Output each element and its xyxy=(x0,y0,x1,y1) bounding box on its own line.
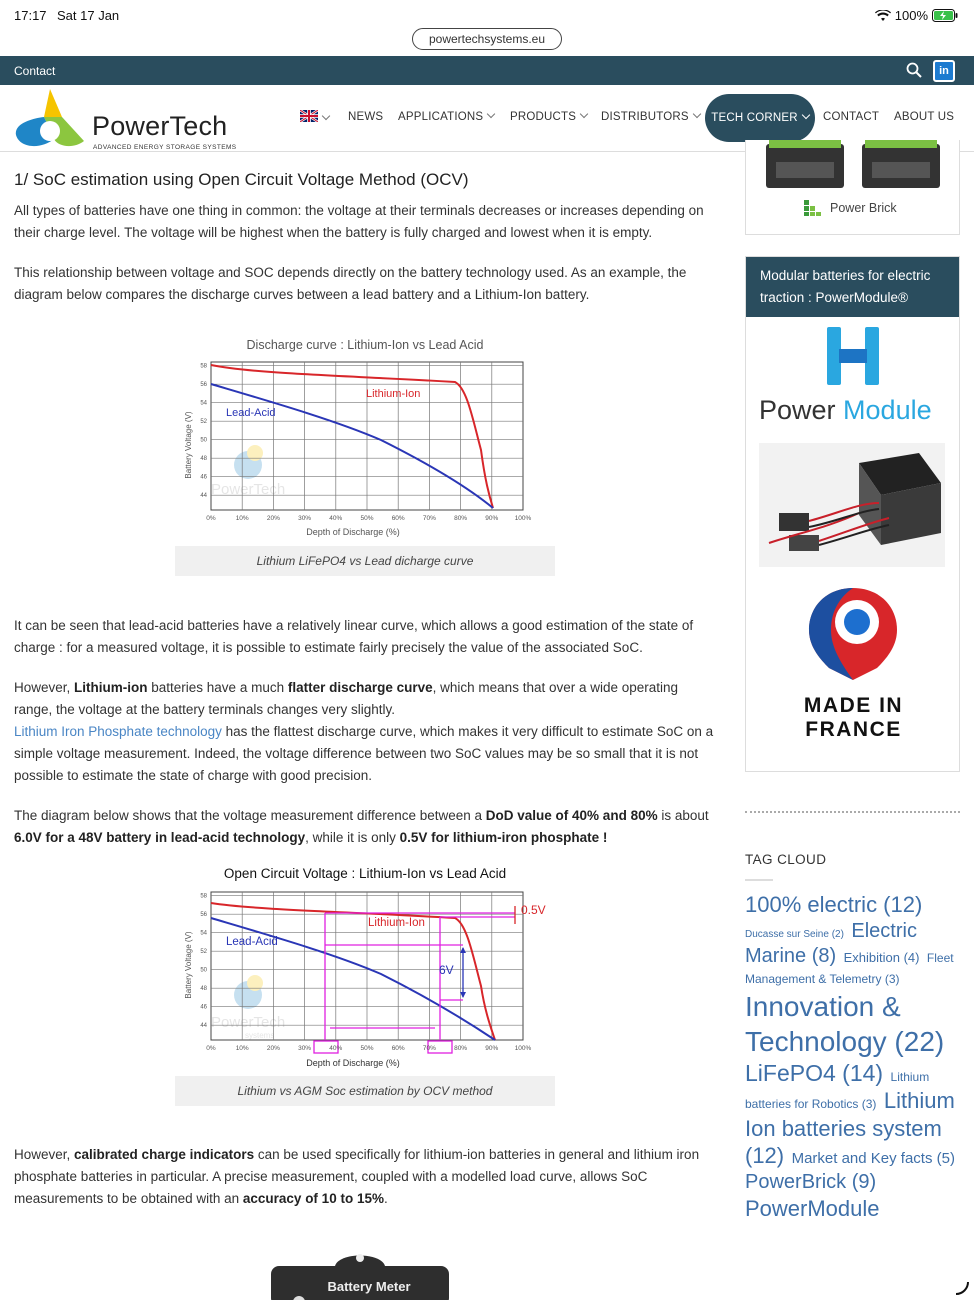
figure2-caption: Lithium vs AGM Soc estimation by OCV method xyxy=(175,1076,555,1106)
powertech-logo-icon xyxy=(14,87,86,151)
p4-bold-lithium-ion: Lithium-ion xyxy=(74,680,148,695)
language-selector[interactable] xyxy=(300,110,329,125)
y-tick-label: 54 xyxy=(200,930,207,937)
powerbrick-logo xyxy=(804,200,897,216)
x-tick-label: 40% xyxy=(329,515,343,522)
chart2-delta-li-label: 0.5V xyxy=(521,903,546,917)
x-tick-label: 0% xyxy=(206,515,216,522)
p6-text-c: can be used specifically for lithium-ion batteries in general and lithium iron phosphate batteries in particular. A precise measurement, coupled with a modelled load curve, allows SoC measurements to be obtained with an xyxy=(14,1147,700,1206)
svg-text:PowerTech: PowerTech xyxy=(211,481,286,498)
nav-tech-corner-label: TECH CORNER xyxy=(711,112,798,124)
nav-products-label: PRODUCTS xyxy=(510,111,577,123)
chart2-watermark xyxy=(211,975,285,1040)
p5-bold-dod: DoD value of 40% and 80% xyxy=(485,808,658,823)
powerbrick-label: Power Brick xyxy=(830,201,897,215)
x-tick-label: 10% xyxy=(235,515,249,522)
y-tick-label: 50 xyxy=(200,437,207,444)
p5-bold-lfp: 0.5V for lithium-iron phosphate ! xyxy=(399,830,608,845)
nav-distributors-label: DISTRIBUTORS xyxy=(601,111,689,123)
battery-percent: 100% xyxy=(894,8,928,23)
chart2-delta-lead-label: 6V xyxy=(439,963,454,977)
tag-link[interactable]: 100% electric (12) xyxy=(745,892,923,917)
chart2-delta-arrows xyxy=(460,906,515,998)
y-tick-label: 44 xyxy=(200,493,207,500)
paragraph-5 xyxy=(14,805,719,849)
chart2-magenta-guides xyxy=(314,913,515,1053)
chart1-watermark xyxy=(211,445,285,498)
tag-link[interactable]: Lithium Ion batteries system (12) xyxy=(745,1088,955,1169)
powermodule-logo-power: Power xyxy=(759,395,836,425)
p5-text-e: , while it is only xyxy=(305,830,400,845)
battery-charging-icon xyxy=(932,9,958,22)
figure-ocv-chart xyxy=(175,860,555,1106)
ocv-chart xyxy=(175,860,555,1075)
tag-cloud-list xyxy=(745,891,960,1222)
x-tick-label: 90% xyxy=(485,515,499,522)
tag-link[interactable]: Innovation & Technology (22) xyxy=(745,990,945,1057)
chart2-lithium-ion-label: Lithium-Ion xyxy=(368,917,425,929)
x-tick-label: 20% xyxy=(266,515,280,522)
tag-cloud-title: TAG CLOUD xyxy=(745,852,827,867)
powermodule-logo-module: Module xyxy=(843,395,932,425)
topbar-contact-link[interactable]: Contact xyxy=(14,64,56,78)
y-tick-label: 50 xyxy=(200,967,207,974)
chevron-down-icon xyxy=(802,111,810,119)
p4-text-f: has the flattest discharge curve, which makes it very difficult to estimate SoC on a simple voltage measurement. Indeed, the voltage difference between two SoC values may be so small that it is not possible to estimate the state of charge with good precision. xyxy=(14,724,714,783)
sidebar-divider xyxy=(745,811,960,813)
chart2-xlabel: Depth of Discharge (%) xyxy=(306,1058,400,1068)
x-tick-label: 100% xyxy=(514,515,532,522)
paragraph-4 xyxy=(14,677,719,787)
tag-link[interactable]: PowerBrick (9) xyxy=(745,1170,877,1193)
tag-link[interactable]: Market and Key facts (5) xyxy=(791,1150,955,1168)
x-tick-label: 100% xyxy=(514,1045,532,1052)
status-time: 17:17 xyxy=(14,8,47,23)
x-tick-label: 60% xyxy=(391,1045,405,1052)
p5-bold-lead: 6.0V for a 48V battery in lead-acid technology xyxy=(14,830,306,845)
paragraph-6 xyxy=(14,1144,719,1210)
ios-status-bar xyxy=(0,0,974,30)
uk-flag-icon xyxy=(300,110,318,122)
x-tick-label: 50% xyxy=(360,1045,374,1052)
nav-contact[interactable]: CONTACT xyxy=(823,111,880,123)
chevron-down-icon xyxy=(580,110,588,118)
chevron-down-icon xyxy=(693,110,701,118)
chevron-down-icon xyxy=(322,112,330,120)
chart2-ylabel: Battery Voltage (V) xyxy=(184,931,193,999)
y-tick-label: 58 xyxy=(200,363,207,370)
y-tick-label: 46 xyxy=(200,474,207,481)
tag-cloud-title-underline xyxy=(745,879,773,881)
x-tick-label: 0% xyxy=(206,1045,216,1052)
search-icon[interactable] xyxy=(906,62,922,78)
powermodule-widget-header: Modular batteries for electric traction : PowerModule® xyxy=(746,257,959,317)
battery-meter-image xyxy=(265,1244,455,1300)
chart2-lead-acid-label: Lead-Acid xyxy=(226,936,278,948)
x-tick-label: 10% xyxy=(235,1045,249,1052)
p4-text-a: However, xyxy=(14,680,75,695)
made-in-france-icon xyxy=(803,584,903,680)
y-tick-label: 56 xyxy=(200,382,207,389)
y-tick-label: 44 xyxy=(200,1023,207,1030)
y-tick-label: 58 xyxy=(200,893,207,900)
tag-link[interactable]: PowerModule xyxy=(745,1195,880,1221)
svg-text:systems: systems xyxy=(245,1031,275,1040)
nav-distributors[interactable] xyxy=(601,111,700,123)
paragraph-2: This relationship between voltage and SOC depends directly on the battery technology used. As an example, the diagram below compares the discharge curves between a lead battery and a Lithium-Ion battery. xyxy=(14,265,687,302)
powerbrick-icon xyxy=(804,200,824,216)
x-tick-label: 80% xyxy=(454,1045,468,1052)
powermodule-logo-icon xyxy=(825,327,881,385)
nav-about-us[interactable]: ABOUT US xyxy=(894,111,955,123)
status-date: Sat 17 Jan xyxy=(57,8,120,23)
powermodule-logo-text xyxy=(759,395,932,426)
tag-link[interactable]: Electric Marine (8) xyxy=(745,919,917,967)
powerbrick-batteries-image xyxy=(746,140,961,192)
paragraph-1: All types of batteries have one thing in common: the voltage at their terminals decreases or increases depending on their charge level. The voltage will be highest when the battery is fully charged and lowest when it is empty. xyxy=(14,203,704,240)
top-bar xyxy=(0,56,974,85)
p6-bold-accuracy: accuracy of 10 to 15% xyxy=(242,1191,384,1206)
y-tick-label: 52 xyxy=(200,949,207,956)
site-logo[interactable] xyxy=(14,87,244,151)
linkedin-icon[interactable]: in xyxy=(933,60,955,82)
tag-cloud-widget xyxy=(745,852,960,1222)
p6-text-a: However, xyxy=(14,1147,75,1162)
x-tick-label: 40% xyxy=(329,1045,343,1052)
logo-tagline: ADVANCED ENERGY STORAGE SYSTEMS xyxy=(93,144,237,151)
figure1-caption: Lithium LiFePO4 vs Lead dicharge curve xyxy=(175,546,555,576)
page-loading-indicator xyxy=(954,1280,970,1296)
figure-discharge-curve xyxy=(175,330,555,576)
x-tick-label: 20% xyxy=(266,1045,280,1052)
nav-tech-corner[interactable] xyxy=(705,94,815,142)
nav-applications[interactable] xyxy=(398,111,494,123)
p6-bold-indicators: calibrated charge indicators xyxy=(74,1147,255,1162)
x-tick-label: 30% xyxy=(298,1045,312,1052)
nav-news[interactable]: NEWS xyxy=(348,111,384,123)
p4-text-c: batteries have a much xyxy=(147,680,288,695)
y-tick-label: 54 xyxy=(200,400,207,407)
y-tick-label: 48 xyxy=(200,456,207,463)
powermodule-widget[interactable] xyxy=(745,256,960,772)
status-right xyxy=(875,8,958,23)
nav-products[interactable] xyxy=(510,111,587,123)
x-tick-label: 30% xyxy=(298,515,312,522)
section-heading: 1/ SoC estimation using Open Circuit Voltage Method (OCV) xyxy=(14,170,469,189)
y-tick-label: 56 xyxy=(200,912,207,919)
made-in-line: MADE IN xyxy=(803,694,904,717)
chart1-lead-acid-label: Lead-Acid xyxy=(226,407,276,419)
tag-link[interactable]: Exhibition (4) xyxy=(843,949,920,965)
p5-text-a: The diagram below shows that the voltage measurement difference between a xyxy=(14,808,486,823)
lifepo4-technology-link[interactable]: Lithium Iron Phosphate technology xyxy=(14,724,222,739)
logo-brand-text: PowerTech xyxy=(92,111,228,141)
tag-link[interactable]: Fleet Management & Telemetry (3) xyxy=(745,950,954,986)
chart1-lithium-ion-label: Lithium-Ion xyxy=(366,388,421,400)
chart1-ylabel: Battery Voltage (V) xyxy=(184,411,193,479)
p4-bold-flatter: flatter discharge curve xyxy=(287,680,433,695)
chart2-title: Open Circuit Voltage : Lithium-Ion vs Lead Acid xyxy=(223,866,507,881)
x-tick-label: 90% xyxy=(485,1045,499,1052)
x-tick-label: 60% xyxy=(391,515,405,522)
chart1-title: Discharge curve : Lithium-Ion vs Lead Acid xyxy=(246,338,484,352)
p4-text-e: , which means that over a wide operating range, the voltage at the battery terminals changes very slightly. xyxy=(14,680,679,717)
chart1-xlabel: Depth of Discharge (%) xyxy=(306,527,400,537)
nav-applications-label: APPLICATIONS xyxy=(398,111,484,123)
x-tick-label: 50% xyxy=(360,515,374,522)
y-tick-label: 48 xyxy=(200,986,207,993)
p6-text-e: . xyxy=(383,1191,388,1206)
svg-text:PowerTech: PowerTech xyxy=(211,1014,286,1031)
battery-meter-label: Battery Meter xyxy=(327,1279,411,1294)
paragraph-3: It can be seen that lead-acid batteries have a relatively linear curve, which allows a good estimation of the state of charge : for a measured voltage, it is possible to estimate fairly precisely the value of the associated SoC. xyxy=(14,618,694,655)
p5-text-c: is about xyxy=(657,808,709,823)
tag-link[interactable]: Ducasse sur Seine (2) xyxy=(745,928,844,940)
x-tick-label: 80% xyxy=(454,515,468,522)
y-tick-label: 52 xyxy=(200,419,207,426)
powerbrick-widget[interactable] xyxy=(745,140,960,235)
tag-link[interactable]: Lithium batteries for Robotics (3) xyxy=(745,1069,930,1112)
made-in-france-text xyxy=(746,694,961,742)
wifi-icon xyxy=(875,10,891,22)
browser-url-bar[interactable]: powertechsystems.eu xyxy=(412,28,562,50)
x-tick-label: 70% xyxy=(422,515,436,522)
chevron-down-icon xyxy=(487,110,495,118)
x-tick-label: 70% xyxy=(422,1045,436,1052)
discharge-curve-chart xyxy=(175,330,555,545)
tag-link[interactable]: LiFePO4 (14) xyxy=(745,1059,884,1086)
powermodule-product-image xyxy=(759,443,945,567)
y-tick-label: 46 xyxy=(200,1004,207,1011)
france-line: FRANCE xyxy=(805,718,902,741)
